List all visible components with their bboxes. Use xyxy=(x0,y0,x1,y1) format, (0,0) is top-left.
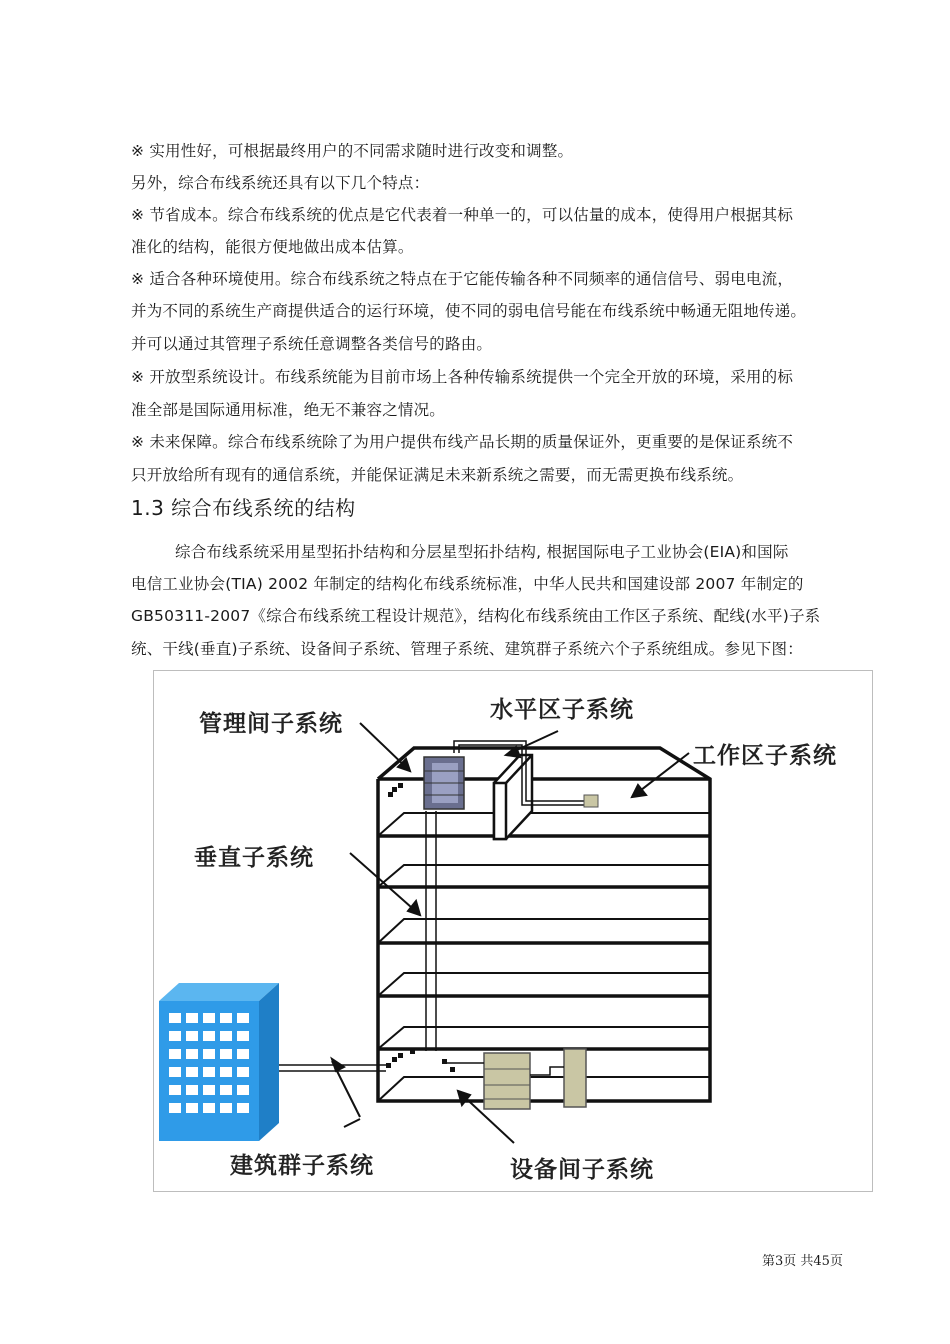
paragraph-line: 并可以通过其管理子系统任意调整各类信号的路由。 xyxy=(131,335,493,353)
floor-perspective xyxy=(378,813,710,1101)
paragraph-line: 准全部是国际通用标准，绝无不兼容之情况。 xyxy=(131,401,446,419)
campus-building xyxy=(159,983,279,1141)
label-management: 管理间子系统 xyxy=(199,711,343,737)
paragraph-line: ※ 节省成本。综合布线系统的优点是它代表着一种单一的，可以估量的成本，使得用户根据其标 xyxy=(131,206,794,224)
body-line: 综合布线系统采用星型拓扑结构和分层星型拓扑结构, 根据国际电子工业协会(EIA)和国际 xyxy=(175,543,789,561)
body-line: 电信工业协会(TIA) 2002 年制定的结构化布线系统标准，中华人民共和国建设部 2007 年制定的 xyxy=(131,575,804,593)
paragraph-line: 另外，综合布线系统还具有以下几个特点： xyxy=(131,174,430,192)
label-horizontal: 水平区子系统 xyxy=(490,697,634,723)
section-heading: 1.3 综合布线系统的结构 xyxy=(131,496,356,520)
page-footer: 第3页 共45页 xyxy=(762,1254,843,1269)
paragraph-line: ※ 实用性好，可根据最终用户的不同需求随时进行改变和调整。 xyxy=(131,142,574,160)
cabling-structure-figure xyxy=(153,670,873,1192)
paragraph-line: 只开放给所有现有的通信系统，并能保证满足未来新系统之需要，而无需更换布线系统。 xyxy=(131,466,744,484)
label-campus: 建筑群子系统 xyxy=(230,1153,374,1179)
paragraph-line: 准化的结构，能很方便地做出成本估算。 xyxy=(131,238,414,256)
body-line: GB50311-2007《综合布线系统工程设计规范》，结构化布线系统由工作区子系统、配线(水平)子系 xyxy=(131,607,821,625)
label-vertical: 垂直子系统 xyxy=(194,845,314,871)
patch-symbols xyxy=(386,783,455,1072)
campus-cables xyxy=(279,1065,386,1071)
label-work-area: 工作区子系统 xyxy=(693,743,837,769)
work-area-terminal xyxy=(584,795,598,807)
paragraph-line: ※ 适合各种环境使用。综合布线系统之特点在于它能传输各种不同频率的通信信号、弱电电流， xyxy=(131,270,794,288)
body-line: 统、干线(垂直)子系统、设备间子系统、管理子系统、建筑群子系统六个子系统组成。参见下图： xyxy=(131,640,803,658)
paragraph-line: 并为不同的系统生产商提供适合的运行环境，使不同的弱电信号能在布线系统中畅通无阻地传递。 xyxy=(131,302,807,320)
paragraph-line: ※ 未来保障。综合布线系统除了为用户提供布线产品长期的质量保证外，更重要的是保证系统不 xyxy=(131,433,794,451)
label-equipment: 设备间子系统 xyxy=(510,1157,654,1183)
paragraph-line: ※ 开放型系统设计。布线系统能为目前市场上各种传输系统提供一个完全开放的环境，采用的标 xyxy=(131,368,794,386)
management-cabinet xyxy=(424,757,464,809)
vertical-cables xyxy=(426,811,436,1051)
